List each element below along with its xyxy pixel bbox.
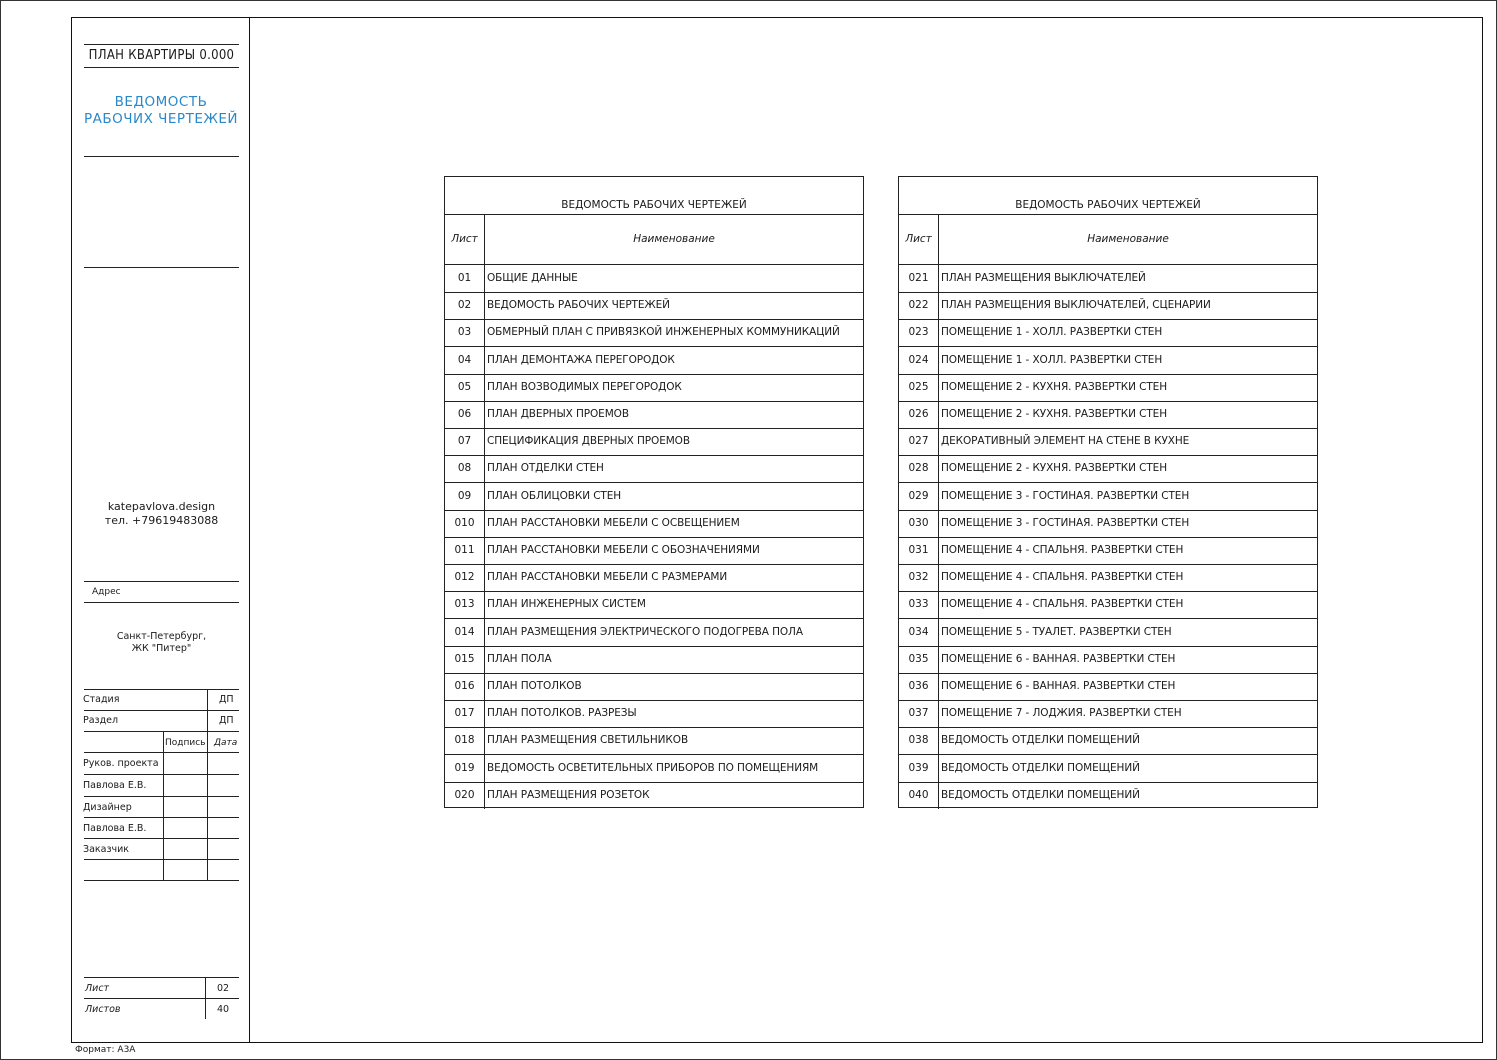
- sheet-number: 01: [445, 265, 485, 292]
- table-row: [445, 401, 863, 429]
- table-row: [899, 455, 1317, 483]
- divider: [84, 67, 239, 68]
- drawing-name: ПЛАН РАССТАНОВКИ МЕБЕЛИ С РАЗМЕРАМИ: [487, 571, 728, 584]
- drawing-name: ОБМЕРНЫЙ ПЛАН С ПРИВЯЗКОЙ ИНЖЕНЕРНЫХ КОММУНИКАЦИЙ: [487, 326, 840, 339]
- sheet-number: 036: [899, 673, 939, 700]
- table-row: [899, 537, 1317, 565]
- column-header-name: Наименование: [1087, 233, 1169, 245]
- sheet-number: 040: [899, 782, 939, 809]
- table-row: [445, 782, 863, 809]
- drawing-name: ПОМЕЩЕНИЕ 2 - КУХНЯ. РАЗВЕРТКИ СТЕН: [941, 462, 1168, 475]
- plan-title: ПЛАН КВАРТИРЫ 0.000: [88, 48, 235, 63]
- divider: [84, 880, 239, 881]
- drawing-name: СПЕЦИФИКАЦИЯ ДВЕРНЫХ ПРОЕМОВ: [487, 435, 690, 448]
- drawing-name: ПЛАН ИНЖЕНЕРНЫХ СИСТЕМ: [487, 598, 646, 611]
- divider: [207, 689, 208, 731]
- address-line: Санкт-Петербург,: [116, 631, 207, 642]
- divider: [84, 817, 239, 818]
- table-row: [445, 755, 863, 783]
- drawing-name: ПОМЕЩЕНИЕ 6 - ВАННАЯ. РАЗВЕРТКИ СТЕН: [941, 680, 1176, 692]
- drawings-table-1: [444, 176, 864, 808]
- drawing-name: ПОМЕЩЕНИЕ 7 - ЛОДЖИЯ. РАЗВЕРТКИ СТЕН: [941, 707, 1182, 720]
- sheet-number: 07: [445, 428, 485, 455]
- table-title: ВЕДОМОСТЬ РАБОЧИХ ЧЕРТЕЖЕЙ: [445, 177, 863, 215]
- drawing-name: ПЛАН ВОЗВОДИМЫХ ПЕРЕГОРОДОК: [487, 380, 682, 393]
- sheet-label: Лист: [85, 983, 110, 994]
- table-row: [899, 727, 1317, 755]
- drawing-name: ПЛАН ОТДЕЛКИ СТЕН: [487, 462, 604, 475]
- table-row: [445, 374, 863, 402]
- sheet-number: 028: [899, 455, 939, 482]
- address-label: Адрес: [92, 587, 121, 597]
- sheet-number: 05: [445, 374, 485, 401]
- phone-text: тел. +79619483088: [104, 514, 219, 527]
- table-row: [445, 483, 863, 511]
- drawings-table-2: [898, 176, 1318, 808]
- divider: [84, 998, 239, 999]
- sheet-number: 02: [445, 292, 485, 319]
- drawing-name: ПЛАН РАЗМЕЩЕНИЯ РОЗЕТОК: [487, 788, 650, 801]
- sheet-number: 019: [445, 755, 485, 782]
- sheet-number: 06: [445, 401, 485, 428]
- format-label: Формат: А3А: [75, 1045, 136, 1055]
- address-line: ЖК "Питер": [131, 643, 192, 654]
- column-header-name: Наименование: [633, 233, 715, 245]
- drawing-name: ПЛАН РАЗМЕЩЕНИЯ СВЕТИЛЬНИКОВ: [487, 734, 689, 747]
- drawing-name: ПОМЕЩЕНИЕ 2 - КУХНЯ. РАЗВЕРТКИ СТЕН: [941, 380, 1168, 393]
- table-row: [445, 619, 863, 647]
- drawing-name: ОБЩИЕ ДАННЫЕ: [487, 272, 578, 284]
- table-header: [899, 214, 1317, 265]
- role-label: Заказчик: [83, 844, 130, 855]
- column-header-sheet: Лист: [899, 214, 939, 264]
- sheet-number: 032: [899, 564, 939, 591]
- divider: [84, 689, 239, 690]
- table-row: [899, 755, 1317, 783]
- divider: [84, 267, 239, 268]
- sheet-number: 012: [445, 564, 485, 591]
- drawing-name: ПЛАН РАЗМЕЩЕНИЯ ЭЛЕКТРИЧЕСКОГО ПОДОГРЕВА ПОЛА: [487, 625, 803, 638]
- table-row: [899, 401, 1317, 429]
- sheet-number: 013: [445, 591, 485, 618]
- title-block-divider: [249, 17, 250, 1042]
- table-row: [899, 782, 1317, 809]
- table-row: [445, 319, 863, 347]
- sheet-number: 031: [899, 537, 939, 564]
- sheet-number: 027: [899, 428, 939, 455]
- drawing-name: ПЛАН РАССТАНОВКИ МЕБЕЛИ С ОБОЗНАЧЕНИЯМИ: [487, 544, 760, 556]
- drawing-name: ПОМЕЩЕНИЕ 4 - СПАЛЬНЯ. РАЗВЕРТКИ СТЕН: [941, 571, 1184, 584]
- sheet-number: 08: [445, 455, 485, 482]
- table-row: [899, 510, 1317, 538]
- drawing-name: ПЛАН РАЗМЕЩЕНИЯ ВЫКЛЮЧАТЕЛЕЙ, СЦЕНАРИИ: [941, 299, 1211, 312]
- stage-value: ДП: [219, 694, 234, 705]
- drawing-name: ПОМЕЩЕНИЕ 1 - ХОЛЛ. РАЗВЕРТКИ СТЕН: [941, 326, 1163, 339]
- sheet-number: 029: [899, 483, 939, 510]
- table-row: [445, 673, 863, 701]
- sheet-number: 04: [445, 347, 485, 374]
- divider: [84, 752, 239, 753]
- sheet-number: 015: [445, 646, 485, 673]
- drawing-name: ВЕДОМОСТЬ РАБОЧИХ ЧЕРТЕЖЕЙ: [487, 299, 670, 312]
- table-row: [899, 292, 1317, 320]
- drawing-name: ВЕДОМОСТЬ ОТДЕЛКИ ПОМЕЩЕНИЙ: [941, 734, 1140, 747]
- table-row: [445, 510, 863, 538]
- divider: [84, 731, 239, 732]
- sheet-number: 09: [445, 483, 485, 510]
- table-row: [445, 428, 863, 456]
- table-row: [899, 646, 1317, 674]
- divider: [84, 710, 239, 711]
- table-row: [445, 292, 863, 320]
- sheet-number: 017: [445, 700, 485, 727]
- divider: [84, 838, 239, 839]
- sheet-number: 021: [899, 265, 939, 292]
- table-row: [899, 673, 1317, 701]
- stage-label: Стадия: [83, 694, 120, 705]
- date-header: Дата: [214, 738, 238, 748]
- drawing-name: ПОМЕЩЕНИЕ 4 - СПАЛЬНЯ. РАЗВЕРТКИ СТЕН: [941, 598, 1184, 611]
- table-row: [445, 646, 863, 674]
- drawing-name: ПЛАН ПОТОЛКОВ. РАЗРЕЗЫ: [487, 707, 637, 720]
- sheet-number: 037: [899, 700, 939, 727]
- sheet-number: 025: [899, 374, 939, 401]
- divider: [84, 156, 239, 157]
- person-name: Павлова Е.В.: [83, 780, 147, 791]
- drawing-name: ПЛАН ПОЛА: [487, 652, 552, 665]
- table-row: [445, 347, 863, 375]
- sheets-value: 40: [217, 1004, 230, 1015]
- contact-block: [84, 500, 239, 528]
- sheet-number: 035: [899, 646, 939, 673]
- divider: [84, 859, 239, 860]
- drawing-name: ПОМЕЩЕНИЕ 6 - ВАННАЯ. РАЗВЕРТКИ СТЕН: [941, 652, 1176, 665]
- drawing-name: ПОМЕЩЕНИЕ 3 - ГОСТИНАЯ. РАЗВЕРТКИ СТЕН: [941, 489, 1190, 502]
- table-row: [899, 319, 1317, 347]
- drawing-name: ВЕДОМОСТЬ ОТДЕЛКИ ПОМЕЩЕНИЙ: [941, 761, 1140, 774]
- sheet-number: 011: [445, 537, 485, 564]
- signature-header: Подпись: [165, 738, 206, 748]
- sheet-number: 022: [899, 292, 939, 319]
- drawing-name: ВЕДОМОСТЬ ОСВЕТИТЕЛЬНЫХ ПРИБОРОВ ПО ПОМЕЩЕНИЯМ: [487, 761, 819, 774]
- table-row: [899, 591, 1317, 619]
- role-label: Руков. проекта: [83, 758, 159, 769]
- sheet-number: 016: [445, 673, 485, 700]
- table-row: [899, 265, 1317, 293]
- sheet-number: 034: [899, 619, 939, 646]
- address-block: [84, 631, 239, 655]
- sheet-number: 023: [899, 319, 939, 346]
- sheet-number: 026: [899, 401, 939, 428]
- sheets-label: Листов: [85, 1004, 121, 1015]
- drawing-name: ПЛАН ОБЛИЦОВКИ СТЕН: [487, 489, 622, 502]
- table-row: [445, 455, 863, 483]
- sheet-number: 039: [899, 755, 939, 782]
- table-row: [445, 727, 863, 755]
- sheet-number: 033: [899, 591, 939, 618]
- table-row: [899, 700, 1317, 728]
- drawing-name: ПОМЕЩЕНИЕ 2 - КУХНЯ. РАЗВЕРТКИ СТЕН: [941, 408, 1168, 420]
- divider: [84, 602, 239, 603]
- drawing-name: ПЛАН РАССТАНОВКИ МЕБЕЛИ С ОСВЕЩЕНИЕМ: [487, 516, 740, 529]
- section-value: ДП: [219, 715, 234, 726]
- divider: [84, 977, 239, 978]
- table-row: [445, 591, 863, 619]
- column-header-sheet: Лист: [445, 214, 485, 264]
- sheet-number: 010: [445, 510, 485, 537]
- sheet-number: 024: [899, 347, 939, 374]
- divider: [84, 581, 239, 582]
- table-row: [899, 347, 1317, 375]
- drawing-name: ПЛАН ДЕМОНТАЖА ПЕРЕГОРОДОК: [487, 353, 675, 366]
- drawing-name: ВЕДОМОСТЬ ОТДЕЛКИ ПОМЕЩЕНИЙ: [941, 788, 1140, 801]
- table-title: ВЕДОМОСТЬ РАБОЧИХ ЧЕРТЕЖЕЙ: [899, 177, 1317, 215]
- document-title: ВЕДОМОСТЬ РАБОЧИХ ЧЕРТЕЖЕЙ: [83, 94, 239, 127]
- table-row: [899, 564, 1317, 592]
- person-name: Павлова Е.В.: [83, 823, 147, 834]
- sheet-number: 030: [899, 510, 939, 537]
- table-row: [445, 700, 863, 728]
- divider: [205, 977, 206, 1019]
- table-row: [899, 428, 1317, 456]
- drawing-name: ДЕКОРАТИВНЫЙ ЭЛЕМЕНТ НА СТЕНЕ В КУХНЕ: [941, 435, 1190, 448]
- drawing-name: ПОМЕЩЕНИЕ 1 - ХОЛЛ. РАЗВЕРТКИ СТЕН: [941, 353, 1163, 366]
- drawing-name: ПЛАН ДВЕРНЫХ ПРОЕМОВ: [487, 408, 629, 420]
- table-row: [899, 619, 1317, 647]
- divider: [84, 44, 239, 45]
- drawing-name: ПЛАН РАЗМЕЩЕНИЯ ВЫКЛЮЧАТЕЛЕЙ: [941, 272, 1146, 284]
- website-text: katepavlova.design: [107, 500, 216, 513]
- drawing-name: ПОМЕЩЕНИЕ 3 - ГОСТИНАЯ. РАЗВЕРТКИ СТЕН: [941, 516, 1190, 529]
- table-row: [445, 265, 863, 293]
- sheet-number: 018: [445, 727, 485, 754]
- table-row: [445, 537, 863, 565]
- sheet-number: 038: [899, 727, 939, 754]
- sheet-value: 02: [217, 983, 230, 994]
- drawing-name: ПОМЕЩЕНИЕ 4 - СПАЛЬНЯ. РАЗВЕРТКИ СТЕН: [941, 544, 1184, 556]
- table-header: [445, 214, 863, 265]
- section-label: Раздел: [83, 715, 119, 726]
- table-row: [899, 483, 1317, 511]
- table-row: [445, 564, 863, 592]
- sheet-number: 020: [445, 782, 485, 809]
- role-label: Дизайнер: [83, 802, 132, 813]
- drawing-name: ПЛАН ПОТОЛКОВ: [487, 680, 582, 692]
- drawing-name: ПОМЕЩЕНИЕ 5 - ТУАЛЕТ. РАЗВЕРТКИ СТЕН: [941, 625, 1172, 638]
- table-row: [899, 374, 1317, 402]
- divider: [84, 796, 239, 797]
- sheet-number: 03: [445, 319, 485, 346]
- divider: [84, 774, 239, 775]
- divider: [163, 731, 164, 880]
- divider: [207, 731, 208, 880]
- sheet-number: 014: [445, 619, 485, 646]
